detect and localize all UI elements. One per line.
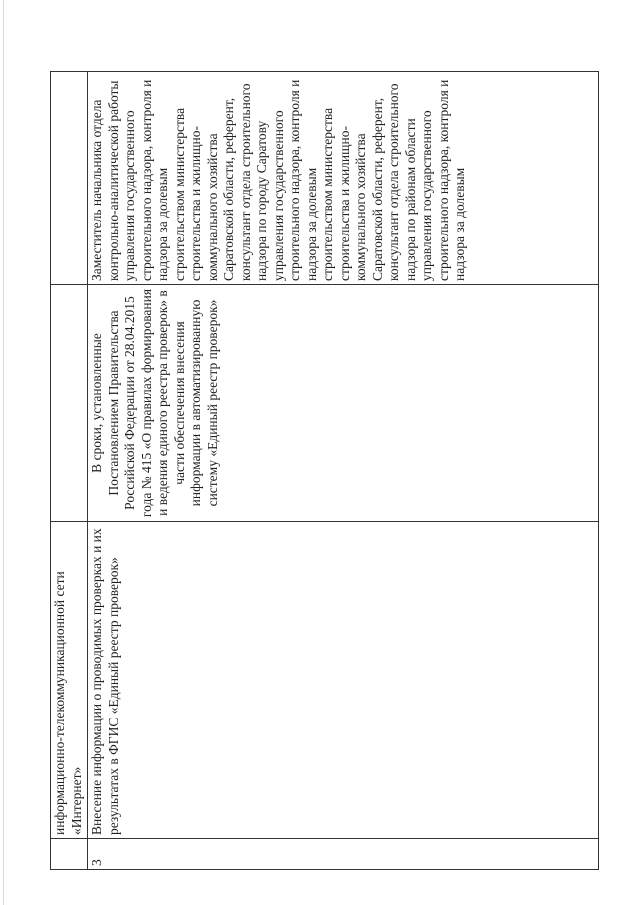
cell-term [51, 285, 88, 522]
table-row [88, 72, 599, 870]
cell-event [51, 522, 88, 839]
cell-term [88, 285, 599, 522]
cell-responsible [51, 72, 88, 285]
event-text: Внесение информации о проводимых проверках и их результатах в ФГИС «Единый реестр проверок» [89, 528, 121, 835]
scan-edge-line [3, 0, 4, 905]
measures-table [50, 71, 599, 870]
cell-event [88, 522, 599, 839]
event-text: информационно-телекоммуникационной сети «Интернет» [52, 571, 84, 835]
cell-number: 3 [88, 839, 599, 870]
rotated-page [50, 79, 600, 870]
responsible-text: Заместитель начальника отдела контрольно-аналитической работы управления государственного строительного надзора, контроля и надзора за долевым строительством министерства строительства и жилищно-коммунального хозяйства Саратовской области, референт, консультант отдела строительного надзора по городу Саратову управления государственного строительного надзора, контроля и надзора за долевым строительством министерства строительства и жилищно-коммунального хозяйства Саратовской области, референт, консультант отдела строительного надзора по районам области управления государственного строительного надзора, контроля и надзора за долевым [89, 79, 467, 281]
term-text: В сроки, установленные Постановлением Правительства Российской Федерации от 28.04.2015 года № 415 «О правилах формирования и ведения единого реестра проверок» в части обеспечения внесения информации в автоматизированную систему «Единый реестр проверок» [89, 288, 220, 518]
cell-number [51, 839, 88, 870]
cell-responsible [88, 72, 599, 285]
table-row [51, 72, 88, 870]
